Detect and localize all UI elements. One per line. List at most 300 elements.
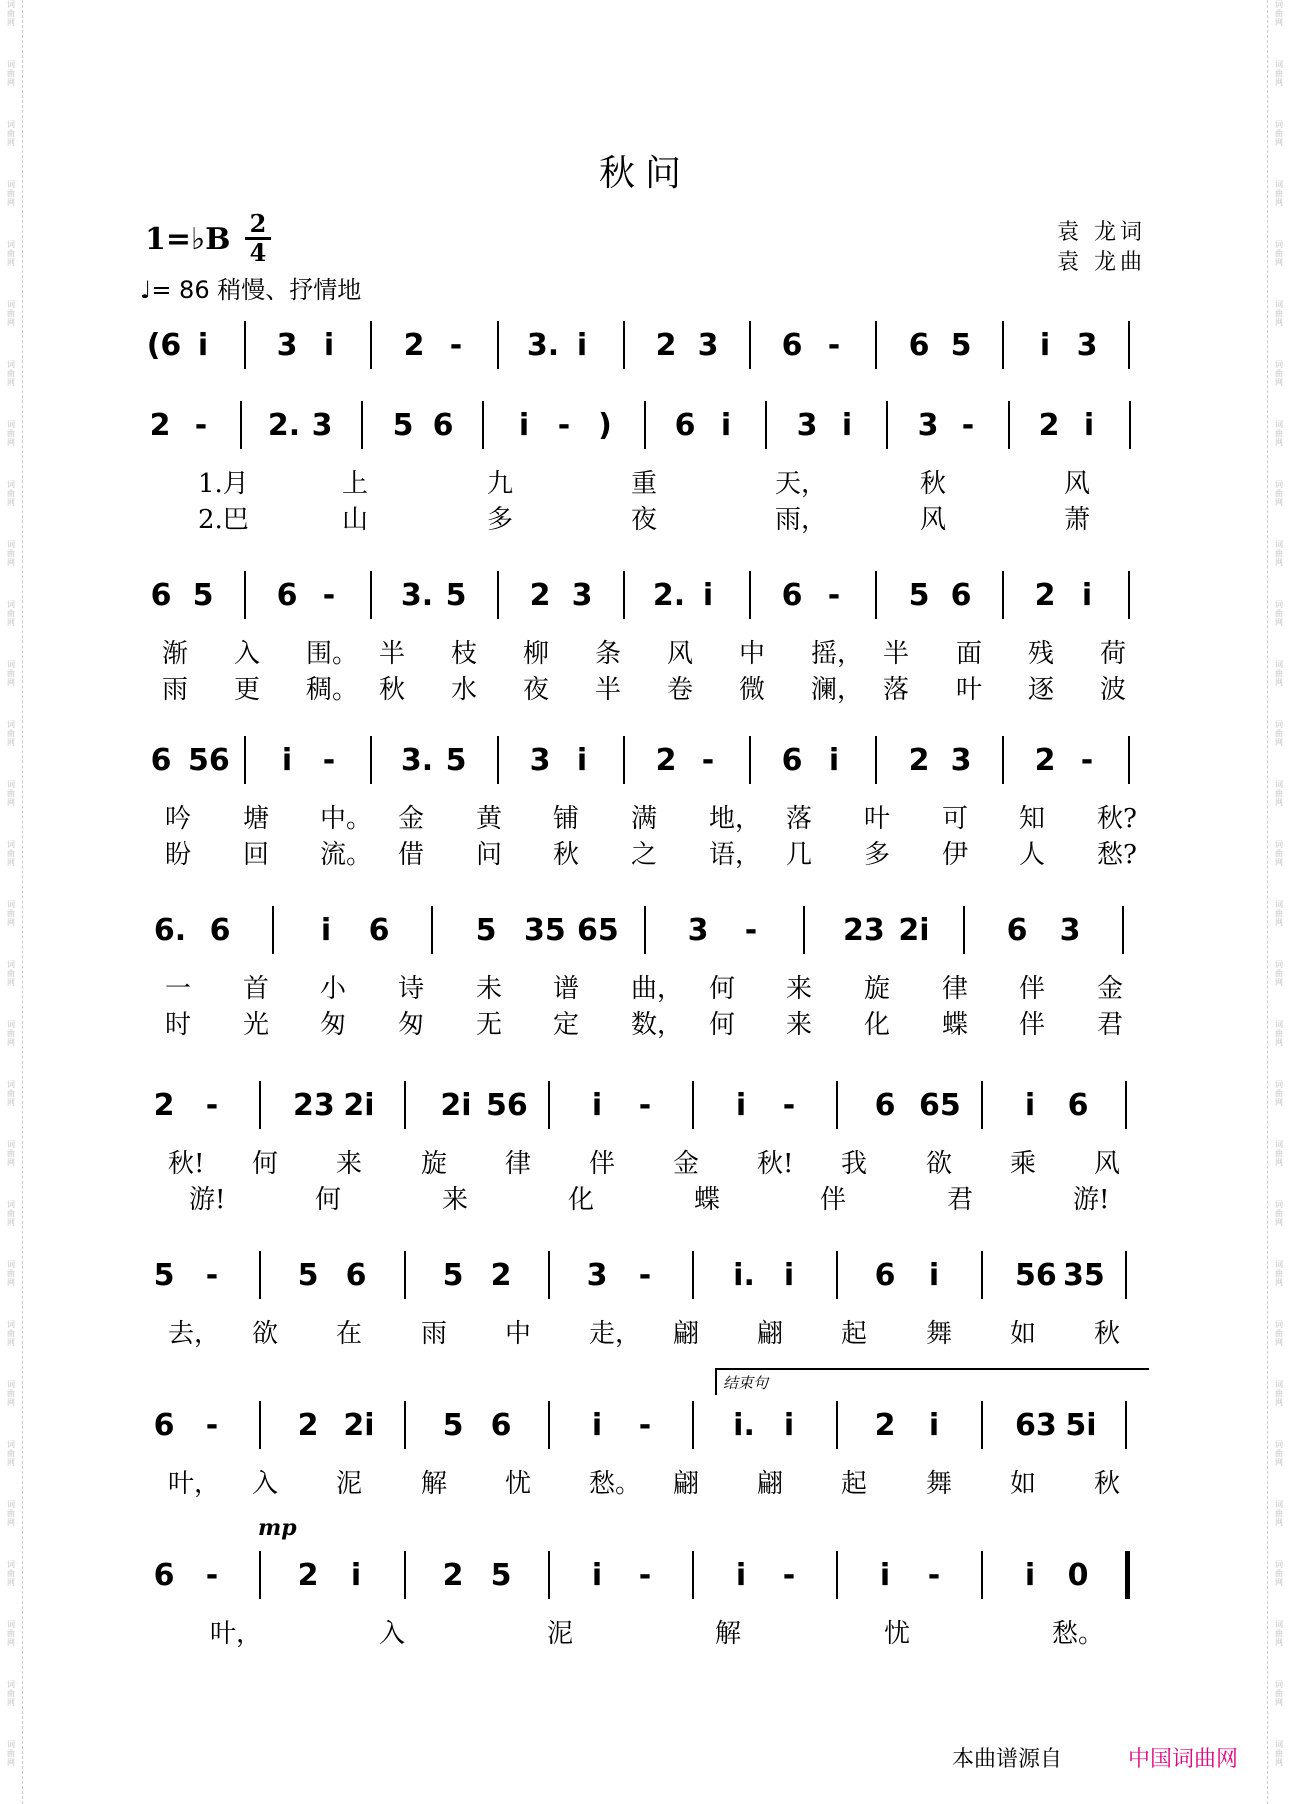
barline [259, 1401, 261, 1449]
note: 2i [343, 1408, 375, 1443]
lyric-syllable: 夜 [523, 675, 550, 705]
lyric-line [140, 1319, 1150, 1353]
note: 2 [1038, 408, 1060, 443]
watermark-text: 词 曲 网 [7, 480, 15, 507]
lyric-syllable: 何 [709, 974, 736, 1004]
lyric-syllable: 欲 [926, 1149, 953, 1179]
note: - [927, 1558, 941, 1593]
note: 6 [781, 578, 803, 613]
note: 3 [529, 743, 551, 778]
lyric-syllable: 定 [553, 1010, 580, 1040]
barline [692, 1551, 694, 1599]
watermark-text: 词 曲 网 [1275, 120, 1283, 147]
lyric-syllable: 去， [168, 1319, 221, 1349]
watermark-left [0, 0, 23, 1804]
lyric-syllable: 上 [342, 469, 369, 499]
lyric-syllable: 何 [252, 1149, 279, 1179]
note: - [205, 1408, 219, 1443]
lyric-syllable: 1.月 [198, 469, 249, 499]
lyric-syllable: 伴 [820, 1185, 847, 1215]
lyric-syllable: 在 [336, 1319, 363, 1349]
note: 6 [1006, 913, 1028, 948]
watermark-text: 词 曲 网 [1275, 1080, 1283, 1107]
lyric-syllable: 半 [379, 639, 406, 669]
note: i [1024, 1088, 1036, 1123]
watermark-text: 词 曲 网 [7, 1620, 15, 1647]
watermark-text: 词 曲 网 [7, 420, 15, 447]
note: 6 [368, 913, 390, 948]
lyric-syllable: 旋 [864, 974, 891, 1004]
lyric-syllable: 愁。 [589, 1469, 642, 1499]
lyric-syllable: 小 [320, 974, 347, 1004]
barline [1128, 321, 1130, 369]
barline [886, 401, 888, 449]
note: 0 [1067, 1558, 1089, 1593]
note: 5 [908, 578, 930, 613]
lyric-syllable: 秋 [379, 675, 406, 705]
note: i [576, 743, 588, 778]
barline [272, 906, 274, 954]
note: - [322, 578, 336, 613]
notes-row [140, 1545, 1150, 1605]
barline [244, 736, 246, 784]
note: 56 [486, 1088, 528, 1123]
watermark-text: 词 曲 网 [1275, 540, 1283, 567]
lyric-syllable: 起 [841, 1469, 868, 1499]
watermark-text: 词 曲 网 [7, 720, 15, 747]
watermark-text: 词 曲 网 [7, 780, 15, 807]
watermark-text: 词 曲 网 [7, 60, 15, 87]
note: 3 [276, 328, 298, 363]
note: 5 [445, 743, 467, 778]
note: 2i [440, 1088, 472, 1123]
lyric-syllable: 翩 [757, 1319, 784, 1349]
lyric-syllable: 金 [673, 1149, 700, 1179]
lyric-syllable: 光 [243, 1010, 270, 1040]
lyric-syllable: 黄 [476, 804, 503, 834]
lyric-syllable: 愁? [1097, 840, 1137, 870]
footer-site[interactable]: 中国词曲网 [1128, 1747, 1239, 1772]
note: 3 [1059, 913, 1081, 948]
lyric-syllable: 稠。 [306, 675, 359, 705]
lyric-syllable: 蝶 [942, 1010, 969, 1040]
barline [875, 736, 877, 784]
barline [404, 1081, 406, 1129]
time-signature [245, 209, 271, 267]
lyric-syllable: 之 [631, 840, 658, 870]
note: 65 [577, 913, 619, 948]
barline [623, 736, 625, 784]
note: 3 [687, 913, 709, 948]
watermark-text: 词 曲 网 [1275, 1260, 1283, 1287]
note: i [783, 1258, 795, 1293]
lyric-syllable: 来 [442, 1185, 469, 1215]
note: 2 [1034, 578, 1056, 613]
lyric-syllable: 舞 [926, 1319, 953, 1349]
watermark-text: 词 曲 网 [7, 1560, 15, 1587]
note: 2 [655, 743, 677, 778]
barline [259, 1081, 261, 1129]
lyric-syllable: 欲 [252, 1319, 279, 1349]
lyric-syllable: 秋 [1094, 1319, 1121, 1349]
composer: 袁 龙曲 [1057, 250, 1146, 275]
lyric-syllable: 中 [505, 1319, 532, 1349]
lyric-syllable: 知 [1019, 804, 1046, 834]
barline [404, 1551, 406, 1599]
watermark-text: 词 曲 网 [1275, 300, 1283, 327]
watermark-text: 词 曲 网 [7, 1680, 15, 1707]
lyric-syllable: 流。 [320, 840, 373, 870]
barline [765, 401, 767, 449]
barline [692, 1401, 694, 1449]
barline [836, 1551, 838, 1599]
lyric-line [140, 1469, 1150, 1503]
lyric-syllable: 面 [956, 639, 983, 669]
barline [370, 571, 372, 619]
note: 6 [908, 328, 930, 363]
note: 3 [917, 408, 939, 443]
note: 2i [898, 913, 930, 948]
note: 5 [442, 1258, 464, 1293]
watermark-text: 词 曲 网 [1275, 240, 1283, 267]
note: - [638, 1558, 652, 1593]
barline [244, 571, 246, 619]
lyric-syllable: 翩 [673, 1319, 700, 1349]
barline [548, 1551, 550, 1599]
lyric-syllable: 波 [1100, 675, 1127, 705]
lyric-syllable: 伊 [942, 840, 969, 870]
watermark-text: 词 曲 网 [7, 1200, 15, 1227]
lyric-syllable: 律 [505, 1149, 532, 1179]
note: 5 [445, 578, 467, 613]
lyric-syllable: 落 [883, 675, 910, 705]
barline [836, 1081, 838, 1129]
barline [749, 571, 751, 619]
lyric-syllable: 塘 [243, 804, 270, 834]
note: - [701, 743, 715, 778]
watermark-text: 词 曲 网 [1275, 900, 1283, 927]
lyric-syllable: 解 [715, 1619, 742, 1649]
barline [404, 1401, 406, 1449]
note: 2 [153, 1088, 175, 1123]
watermark-text: 词 曲 网 [7, 360, 15, 387]
lyric-syllable: 满 [631, 804, 658, 834]
note: 2 [403, 328, 425, 363]
note: 2 [908, 743, 930, 778]
lyric-syllable: 盼 [165, 840, 192, 870]
lyric-syllable: 雨， [775, 505, 828, 535]
lyric-syllable: 水 [451, 675, 478, 705]
note: 5 [950, 328, 972, 363]
note: 3. [400, 578, 434, 613]
lyric-syllable: 泥 [547, 1619, 574, 1649]
watermark-text: 词 曲 网 [1275, 1500, 1283, 1527]
lyricist: 袁 龙词 [1057, 220, 1146, 245]
lyric-syllable: 残 [1028, 639, 1055, 669]
lyric-line [140, 1619, 1150, 1653]
note: - [449, 328, 463, 363]
barline [259, 1251, 261, 1299]
note: - [782, 1558, 796, 1593]
lyric-syllable: 秋! [168, 1149, 205, 1179]
lyric-syllable: 金 [398, 804, 425, 834]
barline [361, 401, 363, 449]
lyric-syllable: 铺 [553, 804, 580, 834]
watermark-text: 词 曲 网 [1275, 60, 1283, 87]
barline [963, 906, 965, 954]
lyric-syllable: 旋 [421, 1149, 448, 1179]
tempo-marking: ♩= 86 稍慢、抒情地 [140, 276, 362, 304]
barline [1002, 571, 1004, 619]
barline [644, 401, 646, 449]
lyric-syllable: 游! [1073, 1185, 1110, 1215]
note: i [591, 1558, 603, 1593]
notes-row [140, 565, 1150, 625]
barline [749, 736, 751, 784]
watermark-text: 词 曲 网 [7, 960, 15, 987]
watermark-text: 词 曲 网 [1275, 1380, 1283, 1407]
note: 6 [153, 1408, 175, 1443]
watermark-text: 词 曲 网 [1275, 660, 1283, 687]
note: i [928, 1408, 940, 1443]
lyric-syllable: 重 [631, 469, 658, 499]
barline [1129, 401, 1131, 449]
lyric-syllable: 荷 [1100, 639, 1127, 669]
lyric-syllable: 雨 [162, 675, 189, 705]
watermark-text: 词 曲 网 [1275, 1680, 1283, 1707]
note: i [323, 328, 335, 363]
watermark-text: 词 曲 网 [1275, 0, 1283, 27]
note: - [744, 913, 758, 948]
watermark-text: 词 曲 网 [7, 600, 15, 627]
barline [623, 321, 625, 369]
watermark-text: 词 曲 网 [1275, 1440, 1283, 1467]
watermark-text: 词 曲 网 [7, 1440, 15, 1467]
lyric-syllable: 首 [243, 974, 270, 1004]
lyric-syllable: 柳 [523, 639, 550, 669]
note: - [205, 1088, 219, 1123]
lyric-syllable: 围。 [306, 639, 359, 669]
note: 2 [529, 578, 551, 613]
lyric-syllable: 风 [1094, 1149, 1121, 1179]
lyric-syllable: 化 [864, 1010, 891, 1040]
note: 56 [1015, 1258, 1057, 1293]
note: - [205, 1258, 219, 1293]
lyric-syllable: 走， [589, 1319, 642, 1349]
lyric-syllable: 回 [243, 840, 270, 870]
note: 6 [781, 328, 803, 363]
note: 6. [153, 913, 187, 948]
lyric-line [140, 639, 1150, 673]
key-signature: 1=♭B [145, 222, 231, 257]
lyric-line [140, 840, 1150, 874]
barline [836, 1251, 838, 1299]
note: - [638, 1408, 652, 1443]
note: i [591, 1088, 603, 1123]
notes-row [140, 1395, 1150, 1455]
barline [497, 736, 499, 784]
lyric-syllable: 来 [786, 1010, 813, 1040]
lyric-line [140, 804, 1150, 838]
lyric-syllable: 未 [476, 974, 503, 1004]
note: i [735, 1088, 747, 1123]
note: - [638, 1088, 652, 1123]
lyric-syllable: 微 [739, 675, 766, 705]
lyric-syllable: 游! [189, 1185, 226, 1215]
note: 2. [652, 578, 686, 613]
lyric-syllable: 半 [883, 639, 910, 669]
note: - [782, 1088, 796, 1123]
note: i [320, 913, 332, 948]
note: 2 [655, 328, 677, 363]
lyric-syllable: 语， [709, 840, 762, 870]
barline [875, 321, 877, 369]
barline [981, 1251, 983, 1299]
lyric-syllable: 来 [336, 1149, 363, 1179]
note: 6 [1067, 1088, 1089, 1123]
barline [1125, 1081, 1127, 1129]
note: 6 [345, 1258, 367, 1293]
lyric-syllable: 叶， [168, 1469, 221, 1499]
dynamic-marking: mp [258, 1515, 297, 1541]
barline [548, 1401, 550, 1449]
lyric-line [140, 469, 1150, 503]
note: i [702, 578, 714, 613]
watermark-text: 词 曲 网 [7, 1140, 15, 1167]
lyric-syllable: 如 [1010, 1319, 1037, 1349]
barline [1125, 1551, 1130, 1599]
lyric-syllable: 叶 [956, 675, 983, 705]
lyric-syllable: 秋 [553, 840, 580, 870]
lyric-syllable: 忧 [505, 1469, 532, 1499]
lyric-syllable: 风 [667, 639, 694, 669]
lyric-syllable: 几 [786, 840, 813, 870]
note: i [1081, 578, 1093, 613]
note: 6 [674, 408, 696, 443]
lyric-syllable: 秋! [757, 1149, 794, 1179]
lyric-line [140, 1010, 1150, 1044]
note: i [783, 1408, 795, 1443]
lyric-syllable: 可 [942, 804, 969, 834]
watermark-text: 词 曲 网 [1275, 1620, 1283, 1647]
note: i [281, 743, 293, 778]
notes-row [140, 395, 1150, 455]
note: 6 [150, 578, 172, 613]
notes-row [140, 900, 1150, 960]
note: 23 [293, 1088, 335, 1123]
note: 6 [276, 578, 298, 613]
lyric-syllable: 九 [487, 469, 514, 499]
barline [240, 401, 242, 449]
barline [1128, 736, 1130, 784]
footer-source: 本曲谱源自 [952, 1747, 1063, 1772]
lyric-syllable: 一 [165, 974, 192, 1004]
barline [692, 1251, 694, 1299]
watermark-text: 词 曲 网 [7, 660, 15, 687]
lyric-syllable: 逐 [1028, 675, 1055, 705]
note: 56 [188, 743, 230, 778]
watermark-text: 词 曲 网 [7, 0, 15, 27]
barline [1125, 1401, 1127, 1449]
note: ) [598, 408, 612, 443]
notes-row [140, 1075, 1150, 1135]
watermark-text: 词 曲 网 [1275, 180, 1283, 207]
lyric-syllable: 忧 [884, 1619, 911, 1649]
watermark-text: 词 曲 网 [1275, 600, 1283, 627]
barline [1008, 401, 1010, 449]
lyric-syllable: 风 [920, 505, 947, 535]
lyric-syllable: 入 [252, 1469, 279, 1499]
lyric-syllable: 乘 [1010, 1149, 1037, 1179]
lyric-syllable: 曲， [631, 974, 684, 1004]
barline [370, 736, 372, 784]
watermark-text: 词 曲 网 [1275, 420, 1283, 447]
lyric-syllable: 摇， [811, 639, 864, 669]
lyric-syllable: 落 [786, 804, 813, 834]
lyric-syllable: 舞 [926, 1469, 953, 1499]
lyric-syllable: 天， [775, 469, 828, 499]
watermark-text: 词 曲 网 [1275, 960, 1283, 987]
note: 2 [442, 1558, 464, 1593]
lyric-syllable: 风 [1064, 469, 1091, 499]
lyric-syllable: 吟 [165, 804, 192, 834]
lyric-syllable: 半 [595, 675, 622, 705]
watermark-text: 词 曲 网 [7, 180, 15, 207]
note: 3 [586, 1258, 608, 1293]
note: 5 [192, 578, 214, 613]
watermark-text: 词 曲 网 [1275, 1200, 1283, 1227]
barline [1125, 1251, 1127, 1299]
barline [1002, 736, 1004, 784]
barline [981, 1551, 983, 1599]
watermark-text: 词 曲 网 [7, 120, 15, 147]
barline [548, 1081, 550, 1129]
note: 6 [950, 578, 972, 613]
lyric-syllable: 叶 [864, 804, 891, 834]
barline [875, 571, 877, 619]
lyric-line [140, 1185, 1150, 1219]
watermark-text: 词 曲 网 [7, 240, 15, 267]
note: 35 [524, 913, 566, 948]
watermark-text: 词 曲 网 [1275, 780, 1283, 807]
lyric-syllable: 问 [476, 840, 503, 870]
note: 5 [153, 1258, 175, 1293]
barline [482, 401, 484, 449]
notes-row [140, 730, 1150, 790]
lyric-syllable: 入 [379, 1619, 406, 1649]
lyric-syllable: 澜， [811, 675, 864, 705]
barline [370, 321, 372, 369]
watermark-text: 词 曲 网 [1275, 1740, 1283, 1767]
note: 3. [526, 328, 560, 363]
lyric-syllable: 渐 [162, 639, 189, 669]
note: 6 [153, 1558, 175, 1593]
note: i [518, 408, 530, 443]
lyric-syllable: 谱 [553, 974, 580, 1004]
lyric-syllable: 多 [487, 505, 514, 535]
watermark-text: 词 曲 网 [1275, 480, 1283, 507]
lyric-syllable: 诗 [398, 974, 425, 1004]
barline [981, 1401, 983, 1449]
watermark-text: 词 曲 网 [1275, 840, 1283, 867]
note: 3 [571, 578, 593, 613]
lyric-syllable: 化 [568, 1185, 595, 1215]
lyric-syllable: 君 [947, 1185, 974, 1215]
lyric-syllable: 中 [739, 639, 766, 669]
lyric-syllable: 枝 [451, 639, 478, 669]
watermark-text: 词 曲 网 [7, 1020, 15, 1047]
barline [497, 321, 499, 369]
